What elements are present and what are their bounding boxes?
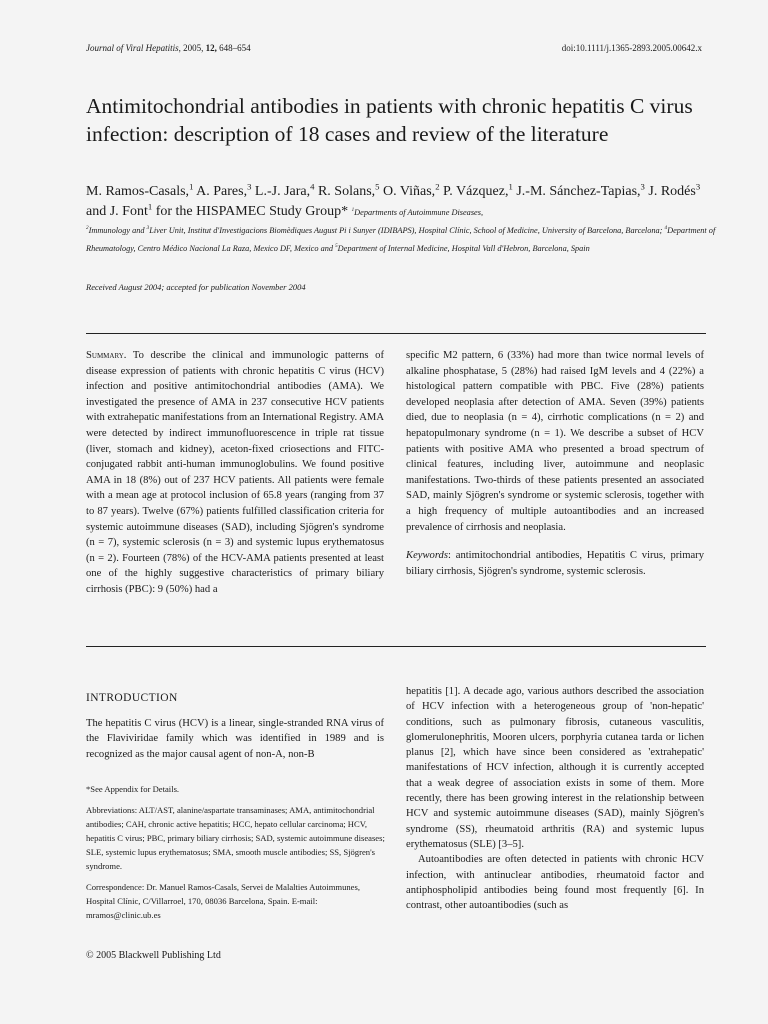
author: A. Pares,$^3$ [196, 181, 252, 199]
doi: doi:10.1111/j.1365-2893.2005.00642.x [561, 43, 702, 53]
keywords-list: : antimitochondrial antibodies, Hepatitis C virus, primary biliary cirrhosis, Sjögren's syndrome, systemic sclerosis. [406, 550, 704, 577]
journal-pages: 648–654 [219, 43, 251, 53]
intro-right-column [406, 684, 704, 913]
affiliation: $^4$Department of Rheumatology, Centro Médico Nacional La Raza, Mexico DF, Mexico and [86, 225, 716, 253]
abbreviations-note: Abbreviations: ALT/AST, alanine/aspartate transaminases; AMA, antimitochondrial antibodies; CAH, chronic active hepatitis; HCC, hepato cellular carcinoma; HCV, hepatitis C virus; PBC, primary biliary cirrhosis; SAD, systemic autoimmune diseases; SLE, systemic lupus erythematosus; SMA, smooth muscle antibodies; SS, Sjögren's syndrome. [86, 805, 385, 871]
abstract-text-right: specific M2 pattern, 6 (33%) had more than twice normal levels of alkaline phosphatase, 5 (28%) had raised IgM levels and 4 (22%) a histological pattern compatible with PBC. Five (28%) patients developed neoplasia after detection of AMA. Seven (39%) patients died, due to neoplasia (n = 4), cirrhotic complications (n = 2) and hepatopulmonary syndrome (n = 1). We describe a subset of HCV patients with positive AMA who presented a broad spectrum of clinical features, including liver, autoimmune and neoplasic manifestations. Two-thirds of these patients presented an associated SAD, mainly Sjögren's syndrome or systemic sclerosis, together with a high frequency of multiple autoantibodies and an increased prevalence of cirrhosis and neoplasia. [406, 350, 704, 533]
intro-left-column [86, 716, 384, 762]
affiliations [86, 222, 718, 258]
introduction-heading: INTRODUCTION [86, 692, 178, 704]
author-list [86, 182, 718, 223]
intro-paragraph: The hepatitis C virus (HCV) is a linear, single-stranded RNA virus of the Flaviviridae family which was identified in 1989 and is recognized as the major causal agent of non-A, non-B [86, 718, 384, 760]
journal-year: 2005, [183, 43, 204, 53]
abstract-right-column [406, 348, 704, 579]
abstract-top-rule [86, 333, 706, 334]
author: R. Solans,$^5$ [317, 181, 380, 199]
intro-paragraph: hepatitis [1]. A decade ago, various authors described the association of HCV infection with a heterogeneous group of 'non-hepatic' conditions, such as pulmonary fibrosis, cutaneous vasculitis, glomerulonephritis, Mooren ulcers, porphyria cutanea tarda or lichen planus [2], which have since been considered as 'extrahepatic' manifestations of HCV infection, although it is currently accepted that a weak degree of association exists in some of them. More recently, there has been growing interest in the relationship between HCV and systemic autoimmune diseases (SAD), mainly Sjögren's syndrome (SS), rheumatoid arthritis (RA) and systemic lupus erythematosus (SLE) [3–5]. [406, 686, 704, 850]
keywords [406, 548, 704, 579]
running-head [86, 43, 702, 53]
abstract-paragraph [86, 348, 384, 598]
intro-paragraph: Autoantibodies are often detected in patients with chronic HCV infection, with antinuclear antibodies, rheumatoid factor and antiphospholipid antibodies being found most frequently [6]. In contrast, other autoantibodies (such as [406, 854, 704, 912]
study-group: for the HISPAMEC Study Group* [155, 204, 349, 219]
abstract-bottom-rule [86, 646, 706, 647]
affiliation: $^5$Department of Internal Medicine, Hospital Vall d'Hebron, Barcelona, Spain [335, 243, 590, 253]
appendix-note: *See Appendix for Details. [86, 784, 180, 794]
summary-label: Summary. [86, 350, 127, 361]
article-title: Antimitochondrial antibodies in patients with chronic hepatitis C virus infection: description of 18 cases and review of the literature [86, 94, 693, 146]
author: O. Viñas,$^2$ [383, 181, 440, 199]
author: and J. Font$^1$ [86, 201, 153, 219]
keywords-label: Keywords [406, 550, 448, 562]
abstract-left-column [86, 348, 384, 598]
journal-citation [86, 43, 251, 53]
journal-volume: 12, [205, 43, 217, 53]
received-dates: Received August 2004; accepted for publication November 2004 [86, 282, 306, 292]
author: L.-J. Jara,$^4$ [254, 181, 315, 199]
author: J. Rodés$^3$ [648, 181, 701, 199]
footnotes [86, 782, 386, 929]
author: P. Vázquez,$^1$ [443, 181, 513, 199]
correspondence-note: Correspondence: Dr. Manuel Ramos-Casals, Servei de Malalties Autoimmunes, Hospital Clínic, C/Villarroel, 170, 08036 Barcelona, Spain. E-mail: mramos@clinic.ub.es [86, 882, 360, 920]
affiliation: $^2$Immunology and [86, 225, 145, 235]
journal-name: Journal of Viral Hepatitis, [86, 43, 181, 53]
abstract-text-left: To describe the clinical and immunologic patterns of disease expression of patients with chronic hepatitis C virus (HCV) infection and positive antimitochondrial antibodies (AMA). We investigated the presence of AMA in 237 consecutive HCV patients with extrahepatic manifestations from an International Registry. AMA were detected by indirect immunofluorescence in triple rat tissue (liver, stomach and kidney), aceton-fixed criosections and FITC-conjugated rabbit anti-human immunoglobulins. We found positive AMA in 18 (8%) out of 237 HCV patients. All patients were female with a mean age at protocol inclusion of 65.8 years (ranging from 37 to 87 years). Twelve (67%) patients fulfilled classification criteria for systemic autoimmune diseases (SAD), including Sjögren's syndrome (n = 7), systemic sclerosis (n = 3) and systemic lupus erythematosus (n = 2). Fourteen (78%) of the HCV-AMA patients presented at least one of the highly suggestive characteristics of primary biliary cirrhosis (PBC): 9 (50%) had a [86, 350, 384, 595]
author: J.-M. Sánchez-Tapias,$^3$ [516, 181, 645, 199]
affiliation: $^3$Liver Unit, Institut d'Investigacions Biomèdiques August Pi i Sunyer (IDIBAPS), Hospital Clínic, School of Medicine, University of Barcelona, Barcelona; [146, 225, 663, 235]
copyright: © 2005 Blackwell Publishing Ltd [86, 950, 221, 961]
author: M. Ramos-Casals,$^1$ [86, 181, 194, 199]
affiliation-start: $^1$Departments of Autoimmune Diseases, [351, 207, 484, 217]
